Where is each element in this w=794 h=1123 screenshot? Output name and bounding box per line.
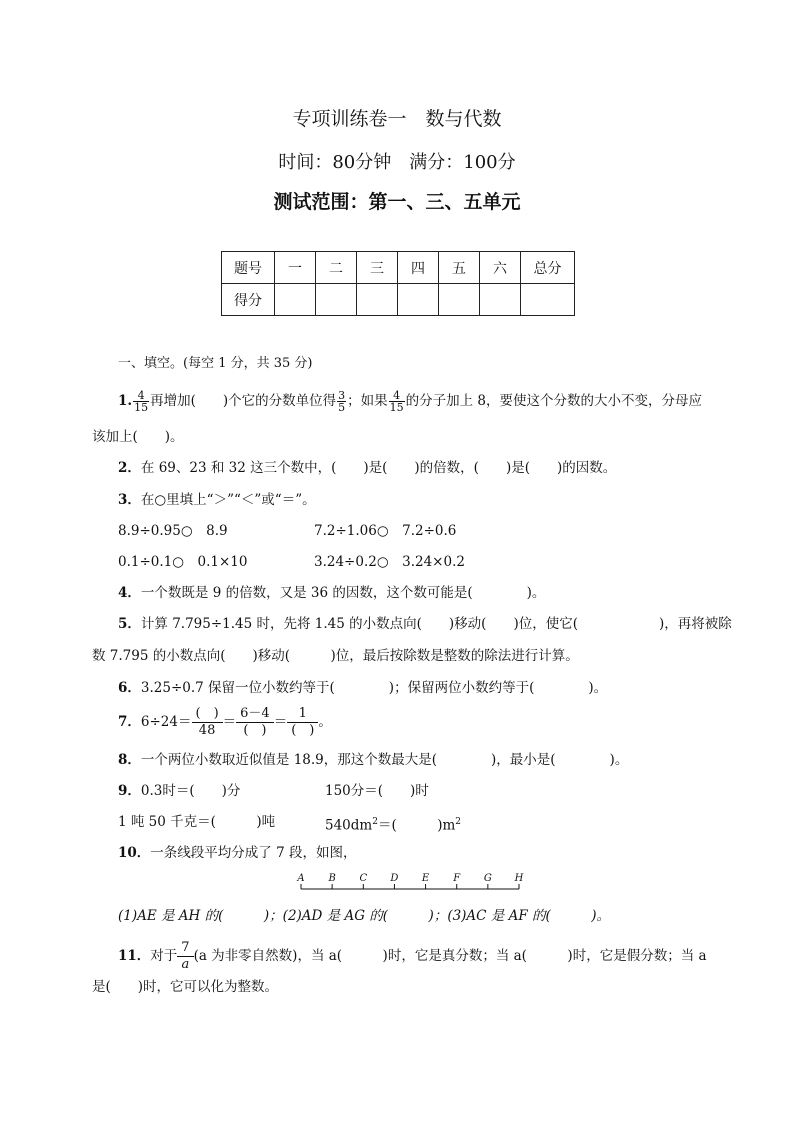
conversion-item <box>325 812 461 836</box>
question-text: 计算 7.795÷1.45 时，先将 1.45 的小数点向( )移动( )位，使它( )，再将被除 <box>140 616 732 632</box>
segment-point-label: H <box>514 873 524 884</box>
fraction-numerator: 6－4 <box>236 706 274 723</box>
fraction-denominator: a <box>181 957 190 972</box>
score-table-score-row <box>222 284 575 316</box>
superscript: 2 <box>372 817 378 827</box>
segment-point-label: B <box>328 873 336 884</box>
score-input-cell[interactable] <box>521 284 575 316</box>
question-3 <box>118 490 316 510</box>
question-text: 对于 <box>150 948 178 964</box>
question-text: 一个数既是 9 的倍数，又是 36 的因数，这个数可能是( )。 <box>140 585 546 601</box>
question-number: 4． <box>118 585 141 601</box>
question-11-line-2: 是( )时，它可以化为整数。 <box>92 979 279 995</box>
question-1-line-2: 该加上( )。 <box>92 429 184 445</box>
score-row-label: 得分 <box>222 284 275 316</box>
question-number: 1. <box>118 393 133 409</box>
equals-sign: ＝ <box>222 714 237 730</box>
question-number: 6． <box>118 680 141 696</box>
score-header-cell: 四 <box>398 252 439 284</box>
question-5-line-2: 数 7.795 的小数点向( )移动( )位，最后按除数是整数的除法进行计算。 <box>92 648 579 664</box>
question-text: 一条线段平均分成了 7 段，如图， <box>150 845 357 861</box>
question-2 <box>118 458 616 478</box>
score-input-cell[interactable] <box>480 284 521 316</box>
fraction <box>337 390 346 413</box>
question-number: 8． <box>118 752 141 768</box>
fraction-numerator: 3 <box>338 389 346 402</box>
fraction-denominator: 15 <box>389 401 404 414</box>
question-text: 再增加( )个它的分数单位得 <box>150 393 337 409</box>
conversion-item: 1 吨 50 千克＝( )吨 <box>118 814 276 830</box>
score-input-cell[interactable] <box>316 284 357 316</box>
question-number: 10． <box>118 845 151 861</box>
question-number: 7． <box>118 714 141 730</box>
segment-point-label: G <box>483 873 492 884</box>
paper-title: 专项训练卷一 数与代数 <box>292 108 502 130</box>
question-10-subparts <box>118 906 610 926</box>
fraction <box>133 390 149 413</box>
fraction-numerator: 4 <box>133 390 149 402</box>
question-number: 2． <box>118 460 141 476</box>
conversion-text: ＝( )m <box>377 817 456 834</box>
question-11-line-1 <box>118 940 707 973</box>
score-header-cell: 五 <box>439 252 480 284</box>
fraction <box>236 706 274 739</box>
fraction-denominator: 5 <box>338 401 346 414</box>
question-text: 一个两位小数取近似值是 18.9，那这个数最大是( )，最小是( )。 <box>140 752 629 768</box>
question-8 <box>118 750 628 770</box>
fraction-numerator: 7 <box>177 940 193 957</box>
question-text: (a 为非零自然数)，当 a( )时，它是真分数；当 a( )时，它是假分数；当 a <box>193 948 707 964</box>
question-number: 11． <box>118 948 151 964</box>
segment-point-label: A <box>297 873 305 884</box>
question-text: 在 69、23 和 32 这三个数中，( )是( )的倍数，( )是( )的因数。 <box>140 460 617 476</box>
subpart-2: (2)AD 是 AG 的( )； <box>282 908 448 924</box>
score-header-cell: 二 <box>316 252 357 284</box>
compare-item: 3.24÷0.2○ 3.24×0.2 <box>314 554 465 570</box>
score-table-header-row <box>222 252 575 284</box>
section-title: 一、填空。(每空 1 分，共 35 分) <box>118 356 313 371</box>
segment-point-label: C <box>359 873 368 884</box>
fraction <box>177 940 193 973</box>
conversion-item: 150分＝( )时 <box>325 783 429 799</box>
question-text: ；如果 <box>347 393 388 409</box>
fraction-denominator: ( ) <box>291 723 315 738</box>
expression-lead: 6÷24＝ <box>140 714 192 730</box>
conversion-text: 540dm <box>325 817 373 834</box>
score-header-cell: 六 <box>480 252 521 284</box>
fraction <box>192 706 223 739</box>
score-header-cell: 三 <box>357 252 398 284</box>
score-header-cell: 总分 <box>521 252 575 284</box>
fraction-numerator: ( ) <box>192 706 223 723</box>
segment-diagram <box>290 870 530 896</box>
fraction <box>287 706 318 739</box>
question-6 <box>118 678 607 698</box>
question-text: 3.25÷0.7 保留一位小数约等于( )；保留两位小数约等于( )。 <box>140 680 608 696</box>
fraction <box>389 390 405 413</box>
question-7 <box>118 706 332 739</box>
question-number: 5． <box>118 616 141 632</box>
score-input-cell[interactable] <box>275 284 316 316</box>
conversion-item: 0.3时＝( )分 <box>140 783 241 799</box>
question-4 <box>118 583 545 603</box>
segment-point-label: F <box>453 873 461 884</box>
paper-scope: 测试范围：第一、三、五单元 <box>273 191 521 213</box>
score-input-cell[interactable] <box>439 284 480 316</box>
score-input-cell[interactable] <box>398 284 439 316</box>
subpart-1: (1)AE 是 AH 的( )； <box>118 908 283 924</box>
question-number: 3． <box>118 492 141 508</box>
fraction-numerator: 1 <box>287 706 318 723</box>
question-text: 的分子加上 8，要使这个分数的大小不变，分母应 <box>405 393 703 409</box>
paper-meta: 时间：80分钟 满分：100分 <box>278 152 516 173</box>
question-text: 在○里填上“＞”“＜”或“＝”。 <box>140 492 316 508</box>
fraction-denominator: 15 <box>134 401 149 414</box>
segment-point-label: E <box>421 873 430 884</box>
score-header-cell: 一 <box>275 252 316 284</box>
fraction-denominator: ( ) <box>243 723 267 738</box>
segment-point-label: D <box>390 873 399 884</box>
question-1-line-1 <box>118 390 702 413</box>
superscript: 2 <box>455 817 462 827</box>
fraction-denominator: 48 <box>198 723 216 738</box>
compare-item: 8.9÷0.95○ 8.9 <box>118 523 228 539</box>
equals-sign: ＝ <box>273 714 288 730</box>
subpart-3: (3)AC 是 AF 的( )。 <box>447 908 611 924</box>
compare-item: 0.1÷0.1○ 0.1×10 <box>118 554 248 570</box>
fraction-numerator: 4 <box>389 390 405 402</box>
score-table <box>221 251 575 316</box>
score-input-cell[interactable] <box>357 284 398 316</box>
score-header-cell: 题号 <box>222 252 275 284</box>
expression-end: 。 <box>318 714 332 730</box>
question-5-line-1 <box>118 614 732 634</box>
compare-item: 7.2÷1.06○ 7.2÷0.6 <box>314 523 457 539</box>
question-10 <box>118 843 356 863</box>
question-9 <box>118 781 240 801</box>
question-number: 9． <box>118 783 141 799</box>
